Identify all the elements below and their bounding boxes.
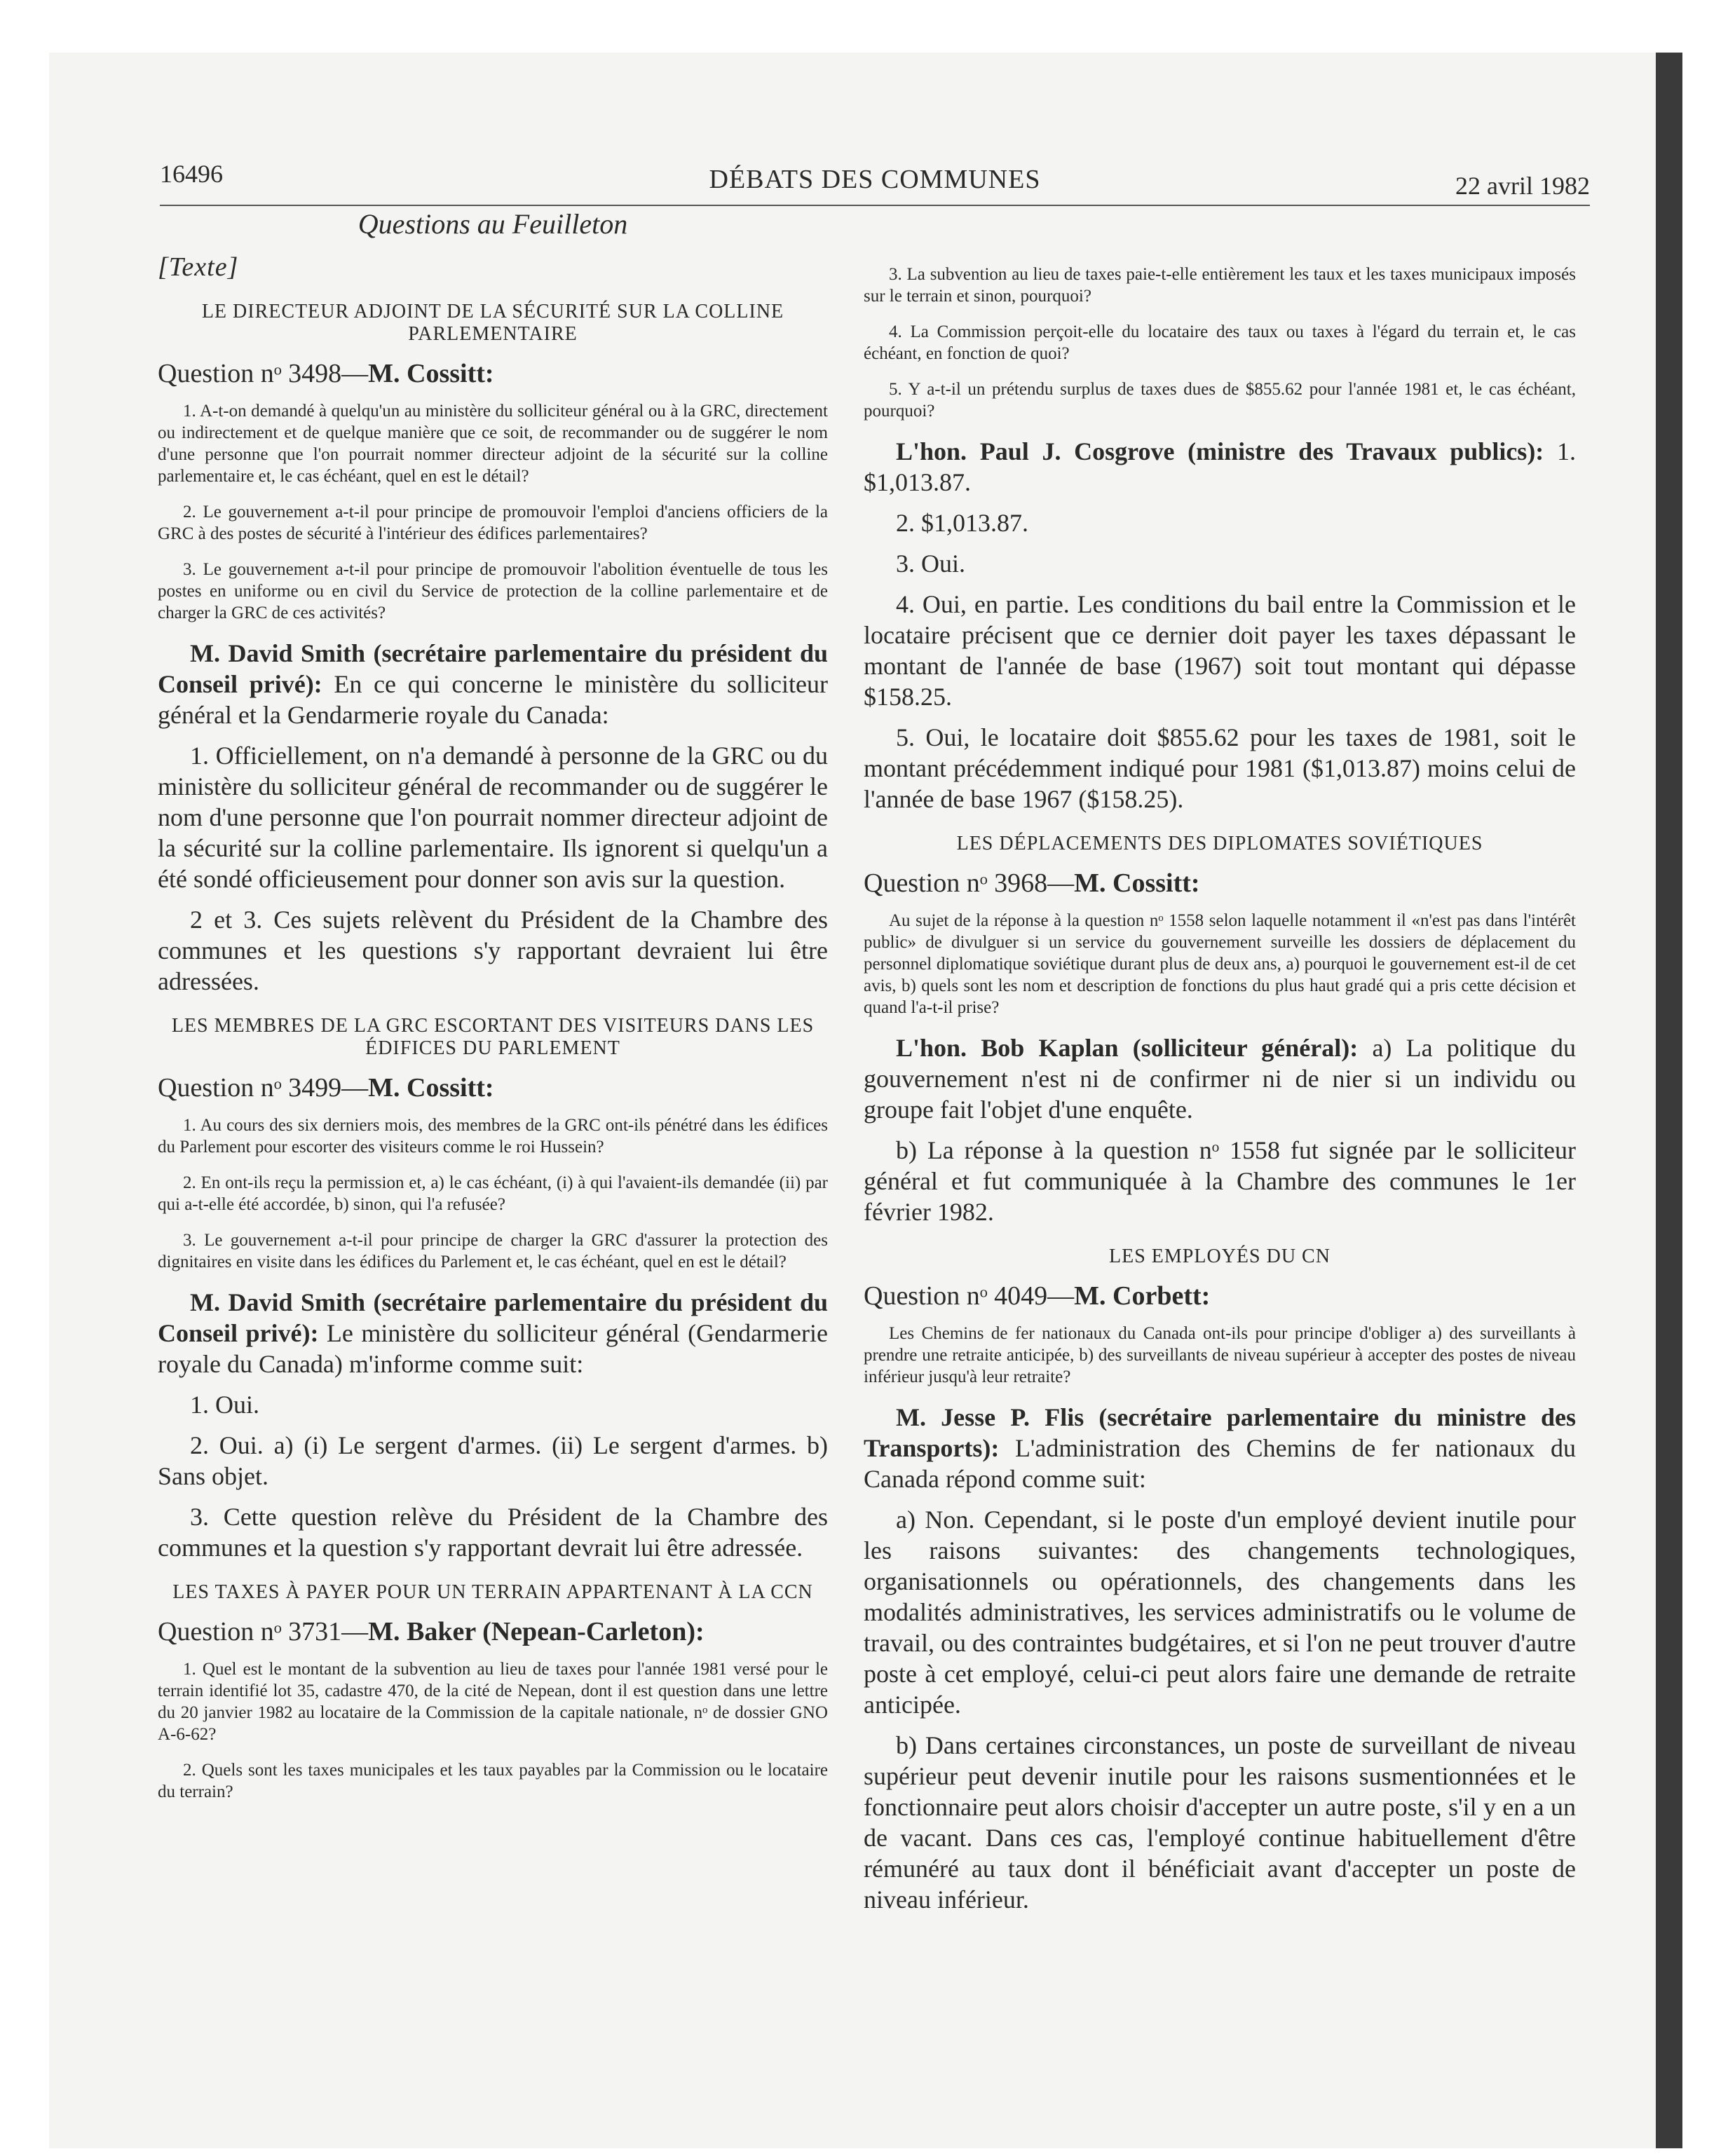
- publication-title: DÉBATS DES COMMUNES: [709, 165, 1041, 194]
- q4049-heading: LES EMPLOYÉS DU CN: [1109, 1246, 1331, 1267]
- q3498-a1: 1. Officiellement, on n'a demandé à personne de la GRC ou du ministère du solliciteur général de recommander ou de suggérer le nom d'une personne que l'on pourrait nommer directeur adjoint de la sécurité sur la colline parlementaire. Ils ignorent si quelqu'un a été sondé officieusement pour donner son avis sur la question.: [158, 742, 828, 893]
- q3499-p2: 2. En ont-ils reçu la permission et, a) le cas échéant, (i) à qui l'avaient-ils demandée (ii) par qui a-t-elle été accordée, b) sinon, qui l'a refusée?: [158, 1173, 828, 1214]
- q3498-heading: LE DIRECTEUR ADJOINT DE LA SÉCURITÉ SUR LA COLLINE PARLEMENTAIRE: [201, 301, 784, 345]
- q3731-a5: 5. Oui, le locataire doit $855.62 pour les taxes de 1981, soit le montant précédemment indiqué pour 1981 ($1,013.87) moins celui de l'année de base 1967 ($158.25).: [864, 723, 1576, 813]
- q4049-a2: b) Dans certaines circonstances, un poste de surveillant de niveau supérieur peut devenir inutile pour les raisons susmentionnées et le fonctionnaire peut alors choisir d'accepter un autre poste, s'il y en a un de vacant. Dans ces cas, l'employé continue habituellement d'être rémunéré au taux dont il bénéficiait avant d'accepter un poste de niveau inférieur.: [864, 1731, 1576, 1913]
- page-header: [160, 156, 1590, 206]
- q3731-p4: 4. La Commission perçoit-elle du locataire des taux ou taxes à l'égard du terrain et, le cas échéant, en fonction de quoi?: [864, 322, 1576, 363]
- q3731-question: Question nᵒ 3731—M. Baker (Nepean-Carleton):: [158, 1617, 705, 1646]
- q3498-p3: 3. Le gouvernement a-t-il pour principe de promouvoir l'abolition éventuelle de tous les postes en uniforme ou en civil du Service de protection de la colline parlementaire et de charger la GRC de ces activités?: [158, 560, 828, 622]
- q3499-question: Question nᵒ 3499—M. Cossitt:: [158, 1073, 494, 1103]
- q3731-a2: 2. $1,013.87.: [896, 509, 1028, 537]
- q3968-p1: Au sujet de la réponse à la question nᵒ 1558 selon laquelle notamment il «n'est pas dans l'intérêt public» de divulguer si un service du gouvernement surveille les dossiers de déplacement du personnel diplomatique soviétique durant plus de deux ans, a) pourquoi le gouvernement est-il de cet avis, b) quels sont les nom et description de fonctions du plus haut gradé qui a pris cette décision et quand l'a-t-il prise?: [864, 911, 1576, 1017]
- q4049-question: Question nᵒ 4049—M. Corbett:: [864, 1281, 1211, 1311]
- q3731-answer: L'hon. Paul J. Cosgrove (ministre des Travaux publics): 1. $1,013.87.: [864, 437, 1576, 496]
- q3968-question: Question nᵒ 3968—M. Cossitt:: [864, 868, 1200, 898]
- q3499-answer: M. David Smith (secrétaire parlementaire du président du Conseil privé): Le ministère du solliciteur général (Gendarmerie royale du Canada) m'informe comme suit:: [158, 1288, 829, 1378]
- right-column: [864, 264, 1576, 1925]
- q3499-p1: 1. Au cours des six derniers mois, des membres de la GRC ont-ils pénétré dans les édifices du Parlement pour escorter des visiteurs comme le roi Hussein?: [158, 1116, 828, 1157]
- q4049-p1: Les Chemins de fer nationaux du Canada ont-ils pour principe d'obliger a) des surveillants à prendre une retraite anticipée, b) des surveillants de niveau supérieur à accepter des postes de niveau inférieur jusqu'à leur retraite?: [864, 1324, 1576, 1386]
- q3968-answer: L'hon. Bob Kaplan (solliciteur général): a) La politique du gouvernement n'est ni de confirmer ni de nier si un individu ou groupe fait l'objet d'une enquête.: [864, 1034, 1577, 1124]
- left-column: [158, 207, 828, 1817]
- q3731-a4: 4. Oui, en partie. Les conditions du bail entre la Commission et le locataire précisent que ce dernier doit payer les taxes dépassant le montant de l'année de base (1967) soit tout montant qui dépasse $158.25.: [864, 590, 1576, 711]
- q3498-p1: 1. A-t-on demandé à quelqu'un au ministère du solliciteur général ou à la GRC, directement ou indirectement et de quelque manière que ce soit, de recommander ou de suggérer le nom d'une personne que l'on pourrait nommer directeur adjoint de la sécurité sur la colline parlementaire et, le cas échéant, quel en est le détail?: [158, 402, 828, 486]
- q3499-a3: 3. Cette question relève du Président de la Chambre des communes et la question s'y rapportant devrait lui être adressée.: [158, 1503, 828, 1562]
- q3731-a3: 3. Oui.: [896, 550, 965, 578]
- q3499-p3: 3. Le gouvernement a-t-il pour principe de charger la GRC d'assurer la protection des dignitaires en visite dans les édifices du Parlement et, le cas échéant, quel en est le détail?: [158, 1231, 828, 1271]
- q3499-a2: 2. Oui. a) (i) Le sergent d'armes. (ii) Le sergent d'armes. b) Sans objet.: [158, 1431, 828, 1490]
- scan-edge-shadow: [1656, 53, 1682, 2148]
- q3731-p3: 3. La subvention au lieu de taxes paie-t-elle entièrement les taux et les taxes municipaux imposés sur le terrain et sinon, pourquoi?: [864, 265, 1576, 306]
- q3499-a1: 1. Oui.: [190, 1391, 259, 1419]
- page-date: 22 avril 1982: [1455, 172, 1590, 200]
- section-title: Questions au Feuilleton: [358, 208, 628, 240]
- q3968-a2: b) La réponse à la question nᵒ 1558 fut signée par le solliciteur général et fut communiquée à la Chambre des communes le 1er février 1982.: [864, 1136, 1576, 1226]
- q3499-heading: LES MEMBRES DE LA GRC ESCORTANT DES VISITEURS DANS LES ÉDIFICES DU PARLEMENT: [171, 1015, 815, 1059]
- q4049-a1: a) Non. Cependant, si le poste d'un employé devient inutile pour les raisons suivantes: des changements technologiques, organisationnels ou opérationnels, des changements dans les modalités administratives, les services administratifs ou le volume de travail, ou des contraintes budgétaires, et si l'on ne peut trouver d'autre poste à cet employé, celui-ci peut alors faire une demande de retraite anticipée.: [864, 1506, 1576, 1719]
- q3731-p1: 1. Quel est le montant de la subvention au lieu de taxes pour l'année 1981 versé pour le terrain identifié lot 35, cadastre 470, de la cité de Nepean, dont il est question dans une lettre du 20 janvier 1982 au locataire de la Commission de la capitale nationale, nᵒ de dossier GNO A-6-62?: [158, 1660, 828, 1744]
- q3498-question: Question nᵒ 3498—M. Cossitt:: [158, 359, 494, 388]
- page-number: 16496: [160, 160, 223, 188]
- q3498-answer: M. David Smith (secrétaire parlementaire du président du Conseil privé): En ce qui concerne le ministère du solliciteur général et la Gendarmerie royale du Canada:: [158, 639, 829, 729]
- q3731-p5: 5. Y a-t-il un prétendu surplus de taxes dues de $855.62 pour l'année 1981 et, le cas échéant, pourquoi?: [864, 380, 1576, 421]
- q3498-p2: 2. Le gouvernement a-t-il pour principe de promouvoir l'emploi d'anciens officiers de la GRC à des postes de sécurité à l'intérieur des édifices parlementaires?: [158, 503, 828, 543]
- q3731-heading: LES TAXES À PAYER POUR UN TERRAIN APPARTENANT À LA CCN: [172, 1581, 813, 1603]
- texte-label: [Texte]: [158, 252, 239, 282]
- q3498-a2: 2 et 3. Ces sujets relèvent du Président de la Chambre des communes et les questions s'y rapportant devraient lui être adressées.: [158, 906, 828, 995]
- q4049-answer: M. Jesse P. Flis (secrétaire parlementaire du ministre des Transports): L'administration des Chemins de fer nationaux du Canada répond comme suit:: [864, 1403, 1576, 1493]
- q3731-p2: 2. Quels sont les taxes municipales et les taux payables par la Commission ou le locataire du terrain?: [158, 1761, 828, 1801]
- q3968-heading: LES DÉPLACEMENTS DES DIPLOMATES SOVIÉTIQUES: [956, 833, 1483, 854]
